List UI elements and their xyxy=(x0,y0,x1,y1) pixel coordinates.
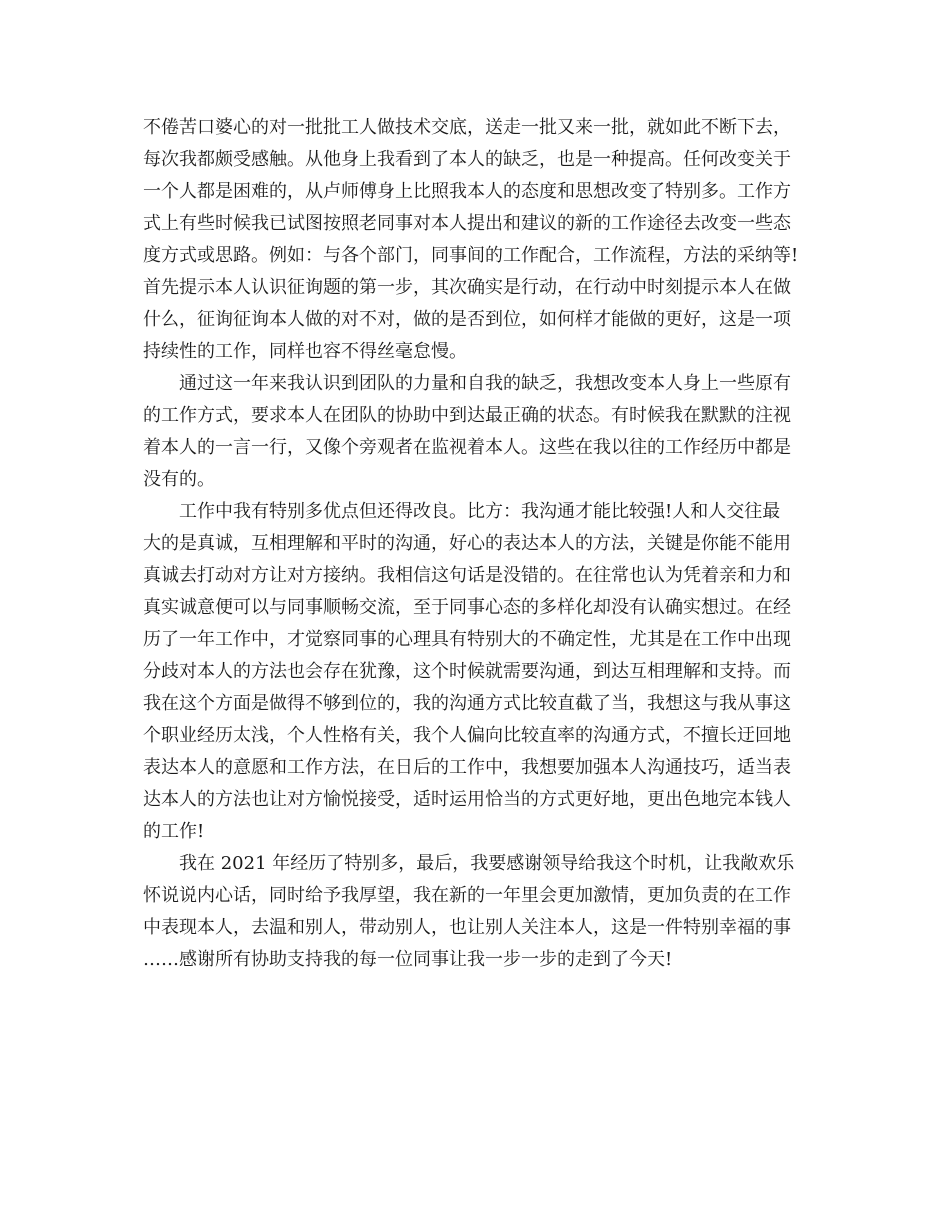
text-line: 工作中我有特别多优点但还得改良。比方：我沟通才能比较强!人和人交往最 xyxy=(179,501,781,522)
text-line: 式上有些时候我已试图按照老同事对本人提出和建议的新的工作途径去改变一些态 xyxy=(143,213,791,234)
text-line: 度方式或思路。例如：与各个部门，同事间的工作配合，工作流程，方法的采纳等! xyxy=(143,245,799,266)
text-line: 达本人的方法也让对方愉悦接受，适时运用恰当的方式更好地，更出色地完本钱人 xyxy=(143,789,791,810)
document-page xyxy=(143,112,823,976)
paragraph-3 xyxy=(143,496,823,848)
text-line: 一个人都是困难的，从卢师傅身上比照我本人的态度和思想改变了特别多。工作方 xyxy=(143,181,791,202)
text-line: 没有的。 xyxy=(143,469,215,490)
text-line: 分歧对本人的方法也会存在犹豫，这个时候就需要沟通，到达互相理解和支持。而 xyxy=(143,661,791,682)
text-line: 的工作! xyxy=(143,821,205,842)
text-line: 的工作方式，要求本人在团队的协助中到达最正确的状态。有时候我在默默的注视 xyxy=(143,405,791,426)
text-line: 什么，征询征询本人做的对不对，做的是否到位，如何样才能做的更好，这是一项 xyxy=(143,309,791,330)
text-line: 每次我都颇受感触。从他身上我看到了本人的缺乏，也是一种提高。任何改变关于 xyxy=(143,149,791,170)
paragraph-2 xyxy=(143,368,823,496)
text-line: 通过这一年来我认识到团队的力量和自我的缺乏，我想改变本人身上一些原有 xyxy=(179,373,791,394)
text-line: 真实诚意便可以与同事顺畅交流，至于同事心态的多样化却没有认确实想过。在经 xyxy=(143,597,791,618)
text-line: 表达本人的意愿和工作方法，在日后的工作中，我想要加强本人沟通技巧，适当表 xyxy=(143,757,791,778)
paragraph-4 xyxy=(143,848,823,976)
text-line: 怀说说内心话，同时给予我厚望，我在新的一年里会更加激情，更加负责的在工作 xyxy=(143,885,791,906)
text-line: 首先提示本人认识征询题的第一步，其次确实是行动，在行动中时刻提示本人在做 xyxy=(143,277,791,298)
text-line: ……感谢所有协助支持我的每一位同事让我一步一步的走到了今天! xyxy=(143,949,673,970)
text-line: 中表现本人，去温和别人，带动别人，也让别人关注本人，这是一件特别幸福的事 xyxy=(143,917,791,938)
text-line: 不倦苦口婆心的对一批批工人做技术交底，送走一批又来一批，就如此不断下去， xyxy=(143,117,791,138)
text-line: 大的是真诚，互相理解和平时的沟通，好心的表达本人的方法，关键是你能不能用 xyxy=(143,533,791,554)
text-line: 持续性的工作，同样也容不得丝毫怠慢。 xyxy=(143,341,467,362)
text-line: 我在这个方面是做得不够到位的，我的沟通方式比较直截了当，我想这与我从事这 xyxy=(143,693,791,714)
paragraph-1 xyxy=(143,112,823,368)
text-line: 着本人的一言一行，又像个旁观者在监视着本人。这些在我以往的工作经历中都是 xyxy=(143,437,791,458)
text-line: 真诚去打动对方让对方接纳。我相信这句话是没错的。在往常也认为凭着亲和力和 xyxy=(143,565,791,586)
text-line: 个职业经历太浅，个人性格有关，我个人偏向比较直率的沟通方式，不擅长迂回地 xyxy=(143,725,791,746)
text-line: 我在 2021 年经历了特别多，最后，我要感谢领导给我这个时机，让我敞欢乐 xyxy=(179,853,795,874)
text-line: 历了一年工作中，才觉察同事的心理具有特别大的不确定性，尤其是在工作中出现 xyxy=(143,629,791,650)
